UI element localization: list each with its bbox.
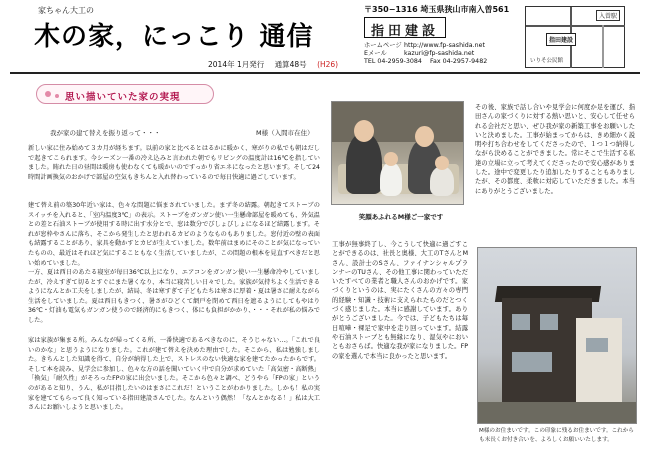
house-ground — [478, 402, 637, 424]
map-road — [526, 25, 625, 27]
company-name: 指田建設 — [370, 24, 439, 39]
person-head — [415, 126, 434, 147]
tel-number: TEL 04-2959-3084 — [364, 58, 422, 65]
house-photo — [477, 247, 637, 424]
house-photo-caption: M様のお住まいです。この印象に残るお住まいです。これからも末長くお付き合いを、よろしくお願いいたします。 — [479, 428, 634, 443]
article-paragraph: 家は家族が集まる所。みんなが帰ってくる所、一番快適であるべきなのに、そうじゃない…。「これで良いのかな」と思うようになりました。これが建て替えを決めた理由でした。そこから、私は勉強しました。きちんとした知識を得て、自分が納得した上で、ストレスのない快適な家を建てたかったからです。そして本を読み、見学会に参加し、色々な方の話を聞いていく中で自分が求めていた「高気密・高断熱」「換気」「耐久性」がそろったFPの家に出会いました。そこから色々と調べ、どうやら「FPの家」というのがあると知り、うん、私が目指したいのはまさにこれだ！ということがわかりました。しかも！私の実家を建ててもらって良く知っている指田建設さんでした。なんという偶然！「なんとかなる！」私は大工さんにお願いしようと思いました。 — [28, 337, 320, 412]
article-paragraph: 一方、夏は西日のあたる寝室が毎日36℃以上になり、エアコンをガンガン使い一生懸命冷やしていましたが、冷えすぎて切るとすぐにまた暑くなり、本当に寝苦しい日々でした。家族が気持ちよく生活できるようになんとか工夫をしましたが、結局、冬は寒すぎて子どもたちは寒さに厚着・夏は暑さに耐えながら生活をしていました。夏は西日もきつく、暑さがひどくて網戸を閉めて西日を遮るようにしてもやはり36℃・灯油も電気もガンガン使うので経済的にもきつく、体にも負担がかかり、・・・それが私の悩みでした。 — [28, 269, 320, 324]
bubble-dots-icon — [45, 91, 51, 97]
access-map — [525, 6, 625, 68]
article-paragraph: 新しい家に住み始めて３カ月が経ちます。以前の家と比べるとはるかに暖かく、寒がりの私でも朝はだしで起きてこられます。今シーズン一番の冷え込みと言われた朝でもリビングの温度計は16℃を指していました。賄れた日の昼間は暖房も使わなくても暖かいのですっかり省エネになったと思います。そして24時間計画換気のおかげで部屋の空気もきちんと入れ替わっているので毎日快適に過ごしています。 — [28, 145, 320, 181]
map-station-label: 入曽駅 — [596, 10, 620, 21]
child-head — [384, 152, 398, 166]
article-paragraph: 建て替え前の築30年近い家は、色々な問題に悩まされていました。まず冬の結露。朝起きてストーブのスイッチを入れると、「室内温度3℃」の表示。ストーブをガンガン使い一生懸命部屋を暖めても、外気温との差と石油ストーブが使用する時に出す水分とで、窓は数分でびしょびしょになるほど結露します。それが窓枠やさんに落ち、そこから発生したと思われるカビのようなものもありました。窓付近の壁の表面も結露することがあり、家具を動かすとカビが生えていました。数年前はまめにそのことが気になっていたものの、最近はそれほど気にすることもなく生活していましたが、この問題の根本を見直すべきだと思い始めていました。 — [28, 202, 320, 267]
person-head — [354, 120, 374, 142]
house-window — [540, 314, 558, 330]
house-side-wall — [576, 318, 622, 403]
article-intro: 我が家の建て替えを振り返って・・・ — [50, 129, 161, 137]
company-logo-box — [364, 17, 446, 38]
issue-info — [208, 59, 346, 70]
center-column-text: 工事が無事終了し、今こうして快適に過ごすことができるのは、社長と奥様、大工のTさんとMさん、設計士のSさん、ファイナンシャルプランナーのTUさん、その他工事に関わっていただいたすべての業者と職人さんのおかげです。家づくりというのは、実にたくさんの方々の専門的経験・知識・技術に支えられたものだとつくづく感じました。本当に感謝しています。ありがとうございました。今では、子どもたちは毎日喧嘩・裸足で家中を走り回っています。結露や石油ストーブとも無縁になり、湿気やにおいともおさらば。快適な我が家になりました。FPの家を選んで本当に良かったと思います。 — [332, 241, 468, 360]
photo-wall — [332, 102, 464, 142]
right-column-text: その後、家族で話し合いや見学会に何度か足を運び、指田さんの家づくりに対する熱い思いと、安心して任せられる会社だと思い、ぜひ我が家の新築工事をお願いしたいと決めました。工事が始まってからは、きめ細かく説明や打ち合わせをしてくださったので、１つ１つ納得しながら決めることができました。常にそこで生活する私達の立場に立って考えてくださったので安心感がありました。途中で変更したり追加したりすることもありましたが、その都度、柔軟に対応していただきました。本当にありがとうございました。 — [475, 104, 635, 195]
article-heading: 思い描いていた家の実現 — [65, 92, 181, 103]
fax-number: Fax 04-2957-9482 — [429, 58, 488, 65]
homepage-label: ホームページ — [364, 42, 402, 49]
family-photo — [331, 101, 464, 205]
email-label: Eメール — [364, 50, 387, 57]
issue-era: (H26) — [317, 60, 339, 69]
child-figure — [380, 162, 402, 196]
house-window — [512, 314, 530, 330]
header-rule — [10, 72, 640, 74]
article-author: M様（入間市在住） — [256, 129, 314, 137]
homepage-link[interactable]: http://www.fp-sashida.net — [404, 42, 486, 49]
article-heading-bubble — [36, 84, 214, 104]
masthead-title: 木の家，にっこり 通信 — [34, 22, 314, 52]
issue-date: 2014年 1月発行 — [208, 60, 265, 69]
newsletter-header — [0, 0, 650, 80]
child-figure — [430, 166, 454, 196]
issue-number: 通算48号 — [274, 60, 307, 69]
map-place-label: いりそ公民館 — [530, 58, 564, 64]
masthead-subtitle: 家ちゃん大工の — [38, 6, 94, 15]
family-photo-caption: 笑顔あふれるM様ご一家です — [358, 213, 444, 221]
email-link[interactable]: kazuri@fp-sashida.net — [404, 50, 475, 57]
company-contact — [364, 42, 487, 66]
map-company-label: 指田建設 — [546, 33, 576, 46]
house-window — [586, 338, 608, 352]
company-address: 〒350−1316 埼玉県狭山市南入曽561 — [364, 5, 510, 14]
map-road — [602, 25, 604, 68]
child-head — [435, 156, 449, 170]
house-window — [512, 352, 552, 372]
